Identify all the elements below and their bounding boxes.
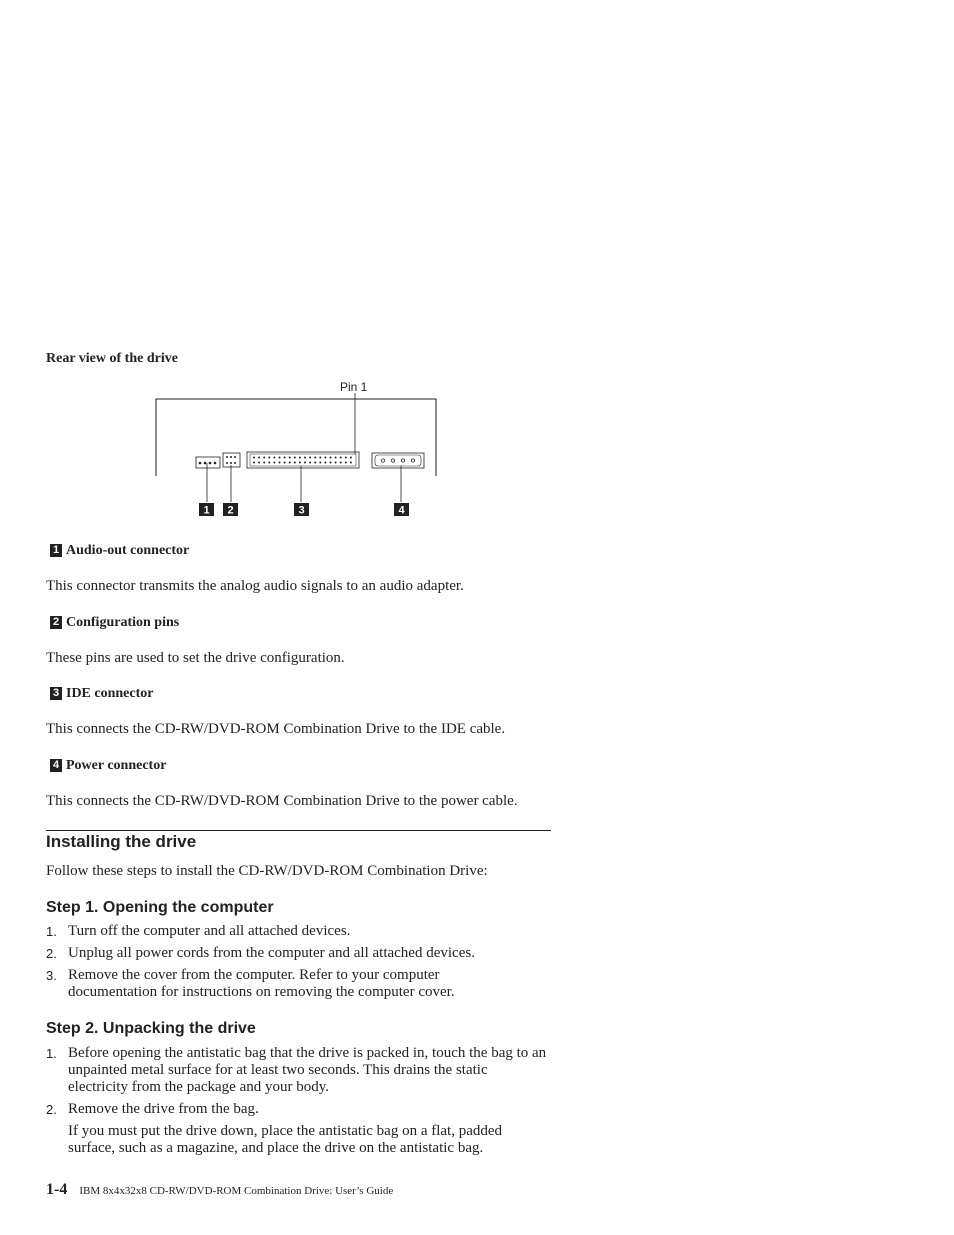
ide-pin xyxy=(268,457,270,459)
ide-pin xyxy=(304,457,306,459)
ide-pin xyxy=(258,462,260,464)
list-text: Before opening the antistatic bag that the drive is packed in, touch the bag to an unpainted metal surface for at least two seconds. This drains the static electricity from the package and your body. xyxy=(68,1045,547,1095)
callout-1 xyxy=(199,503,214,517)
ide-pin xyxy=(350,462,352,464)
ide-pin xyxy=(340,457,342,459)
list-number: 3. xyxy=(46,968,57,983)
configuration-pins-shape xyxy=(223,453,240,467)
list-item xyxy=(46,967,551,1001)
pin1-label: Pin 1 xyxy=(340,380,368,394)
list-item xyxy=(46,923,551,940)
connector-title: IDE connector xyxy=(66,686,154,701)
connector-title: Audio-out connector xyxy=(66,543,190,558)
ide-pin xyxy=(304,462,306,464)
ide-pin xyxy=(279,462,281,464)
connector-item-power xyxy=(50,757,166,774)
svg-text:3: 3 xyxy=(298,504,305,517)
section-rule xyxy=(46,830,551,831)
ide-pin xyxy=(335,457,337,459)
connector-description: This connects the CD-RW/DVD-ROM Combination Drive to the IDE cable. xyxy=(46,721,506,737)
connector-item-configuration-pins xyxy=(50,614,179,631)
ide-pin xyxy=(309,462,311,464)
connector-description: These pins are used to set the drive configuration. xyxy=(46,650,345,666)
ide-pin xyxy=(335,462,337,464)
ide-pin xyxy=(268,462,270,464)
list-item xyxy=(46,1045,551,1096)
ide-pin xyxy=(319,457,321,459)
connector-description: This connects the CD-RW/DVD-ROM Combination Drive to the power cable. xyxy=(46,793,518,809)
connector-title: Power connector xyxy=(66,758,167,773)
ide-pin xyxy=(314,462,316,464)
ide-pin xyxy=(299,457,301,459)
ide-pin xyxy=(253,457,255,459)
callout-badge: 4 xyxy=(50,759,62,772)
footer-title: IBM 8x4x32x8 CD-RW/DVD-ROM Combination Drive: User’s Guide xyxy=(79,1185,394,1197)
svg-text:2: 2 xyxy=(227,504,234,517)
ide-pin xyxy=(263,457,265,459)
list-number: 2. xyxy=(46,946,57,961)
install-intro: Follow these steps to install the CD-RW/DVD-ROM Combination Drive: xyxy=(46,863,488,879)
ide-pin xyxy=(253,462,255,464)
ide-pin xyxy=(314,457,316,459)
list-text: Remove the cover from the computer. Refer to your computer documentation for instructions on removing the computer cover. xyxy=(68,967,455,1000)
drive-rear-view-diagram xyxy=(150,375,450,525)
figure-caption: Rear view of the drive xyxy=(46,351,178,366)
step1-heading: Step 1. Opening the computer xyxy=(46,899,274,916)
ide-pin xyxy=(345,462,347,464)
ide-pin xyxy=(330,462,332,464)
ide-pin xyxy=(284,457,286,459)
ide-pin xyxy=(345,457,347,459)
list-text: Unplug all power cords from the computer and all attached devices. xyxy=(68,945,475,961)
connector-item-ide xyxy=(50,685,154,702)
list-number: 2. xyxy=(46,1102,57,1117)
step2-note: If you must put the drive down, place the antistatic bag on a flat, padded surface, such as a magazine, and place the drive on the antistatic bag. xyxy=(68,1123,503,1156)
connector-title: Configuration pins xyxy=(66,615,180,630)
list-text: Turn off the computer and all attached devices. xyxy=(68,923,351,939)
section-heading-installing: Installing the drive xyxy=(46,832,197,851)
ide-pin xyxy=(324,457,326,459)
ide-pin xyxy=(309,457,311,459)
ide-pin xyxy=(258,457,260,459)
ide-pin xyxy=(263,462,265,464)
ide-pin xyxy=(273,462,275,464)
ide-pin xyxy=(294,462,296,464)
ide-pin xyxy=(299,462,301,464)
svg-text:4: 4 xyxy=(398,504,405,517)
ide-pin xyxy=(294,457,296,459)
page-footer xyxy=(46,1181,393,1199)
callout-badge: 2 xyxy=(50,616,62,629)
ide-pin xyxy=(289,457,291,459)
drive-outline xyxy=(156,399,436,476)
ide-pin xyxy=(350,457,352,459)
callout-2 xyxy=(223,503,238,517)
callout-4 xyxy=(394,503,409,517)
ide-pin xyxy=(284,462,286,464)
ide-pin xyxy=(340,462,342,464)
callout-badge: 1 xyxy=(50,544,62,557)
list-number: 1. xyxy=(46,924,57,939)
list-item xyxy=(46,1101,551,1118)
ide-pin xyxy=(289,462,291,464)
connector-item-audio-out xyxy=(50,542,189,559)
list-number: 1. xyxy=(46,1046,57,1061)
ide-pin xyxy=(324,462,326,464)
ide-pin xyxy=(279,457,281,459)
step2-heading: Step 2. Unpacking the drive xyxy=(46,1020,256,1037)
svg-text:1: 1 xyxy=(203,504,210,517)
connector-description: This connector transmits the analog audio signals to an audio adapter. xyxy=(46,578,464,594)
callout-3 xyxy=(294,503,309,517)
ide-pin xyxy=(273,457,275,459)
callout-badge: 3 xyxy=(50,687,62,700)
power-connector-shape xyxy=(372,453,424,468)
ide-connector-shape xyxy=(247,452,359,468)
ide-pin xyxy=(330,457,332,459)
list-item xyxy=(46,945,551,962)
page-number: 1-4 xyxy=(46,1181,68,1198)
audio-out-connector-shape xyxy=(196,457,220,468)
list-text: Remove the drive from the bag. xyxy=(68,1101,259,1117)
ide-pin xyxy=(319,462,321,464)
